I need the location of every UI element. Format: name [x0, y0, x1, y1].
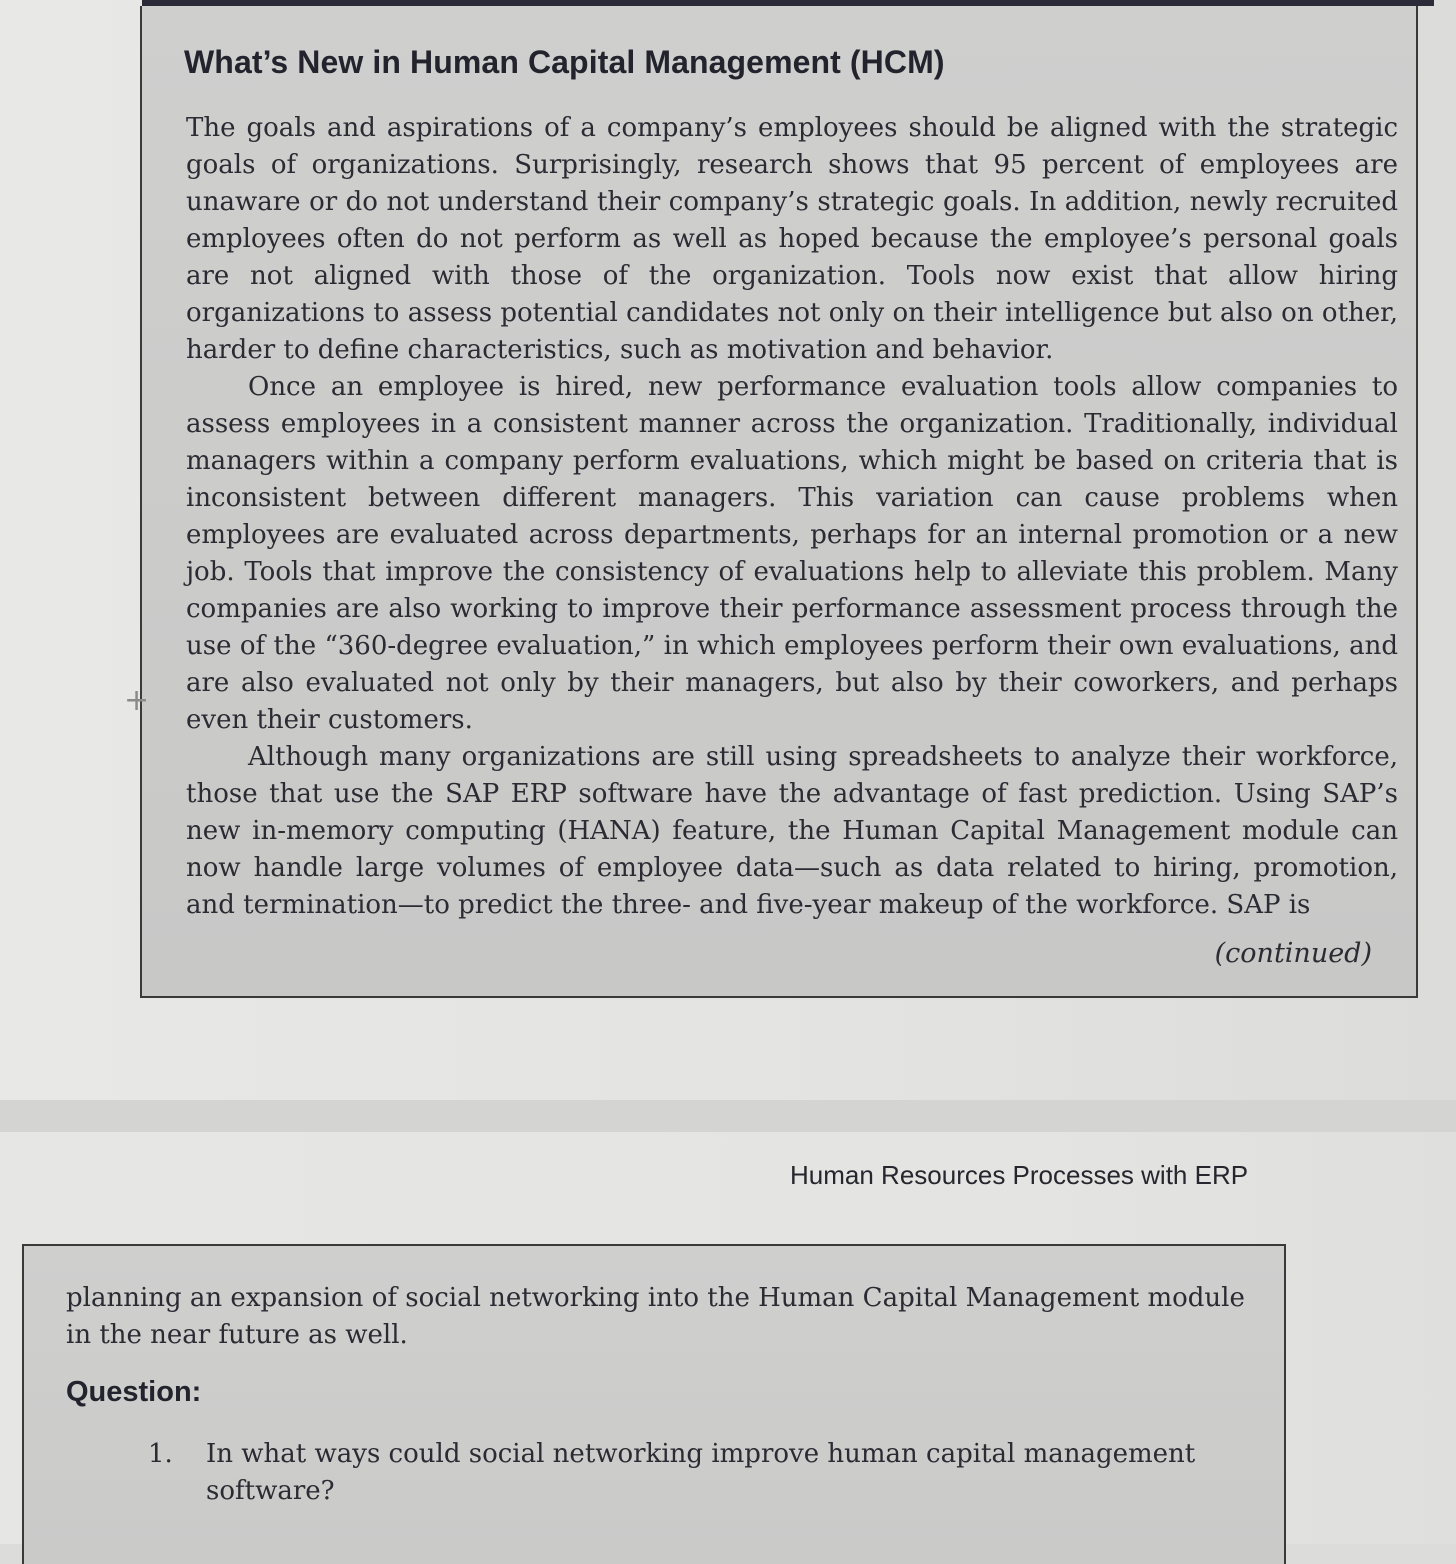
question-number: 1.	[148, 1439, 173, 1469]
sidebar-paragraph-3: Although many organizations are still using spreadsheets to analyze their workforce, those that use the SAP ERP software have the advantage of fast prediction. Using SAP’s new in-memory computing (HANA) feature, the Human Capital Management module can now handle large volumes of employee data—such as data related to hiring, promotion, and termination—to predict the three- and five-year makeup of the workforce. SAP is	[186, 742, 1398, 920]
sidebar-paragraph-1: The goals and aspirations of a company’s employees should be aligned with the strategic goals of organizations. Surprisingly, research shows that 95 percent of employees are unaware or do not understand their company’s strategic goals. In addition, newly recruited employees often do not perform as well as hoped because the employee’s personal goals are not aligned with those of the organization. Tools now exist that allow hiring organizations to assess potential candidates not only on their intelligence but also on other, harder to define characteristics, such as motivation and behavior.	[186, 113, 1398, 365]
continuation-box	[22, 1244, 1286, 1564]
page-gap	[0, 1100, 1456, 1132]
running-head: Human Resources Processes with ERP	[790, 1160, 1249, 1190]
question-heading: Question:	[66, 1376, 202, 1408]
sidebar-box	[140, 6, 1418, 998]
sidebar-body	[186, 110, 1398, 924]
question-text: In what ways could social networking improve human capital management software?	[206, 1439, 1196, 1506]
sidebar-title: What’s New in Human Capital Management (HCM)	[184, 44, 945, 80]
sidebar-paragraph-2: Once an employee is hired, new performance evaluation tools allow companies to assess employees in a consistent manner across the organization. Traditionally, individual managers within a company perform evaluations, which might be based on criteria that is inconsistent between different managers. This variation can cause problems when employees are evaluated across departments, perhaps for an internal promotion or a new job. Tools that improve the consistency of evaluations help to alleviate this problem. Many companies are also working to improve their performance assessment process through the use of the “360-degree evaluation,” in which employees perform their own evaluations, and are also evaluated not only by their managers, but also by their coworkers, and perhaps even their customers.	[186, 372, 1398, 735]
margin-crosshair-mark: +	[124, 683, 150, 718]
continued-label: (continued)	[1214, 938, 1372, 969]
continuation-text: planning an expansion of social networking into the Human Capital Management module in the near future as well.	[66, 1283, 1245, 1350]
